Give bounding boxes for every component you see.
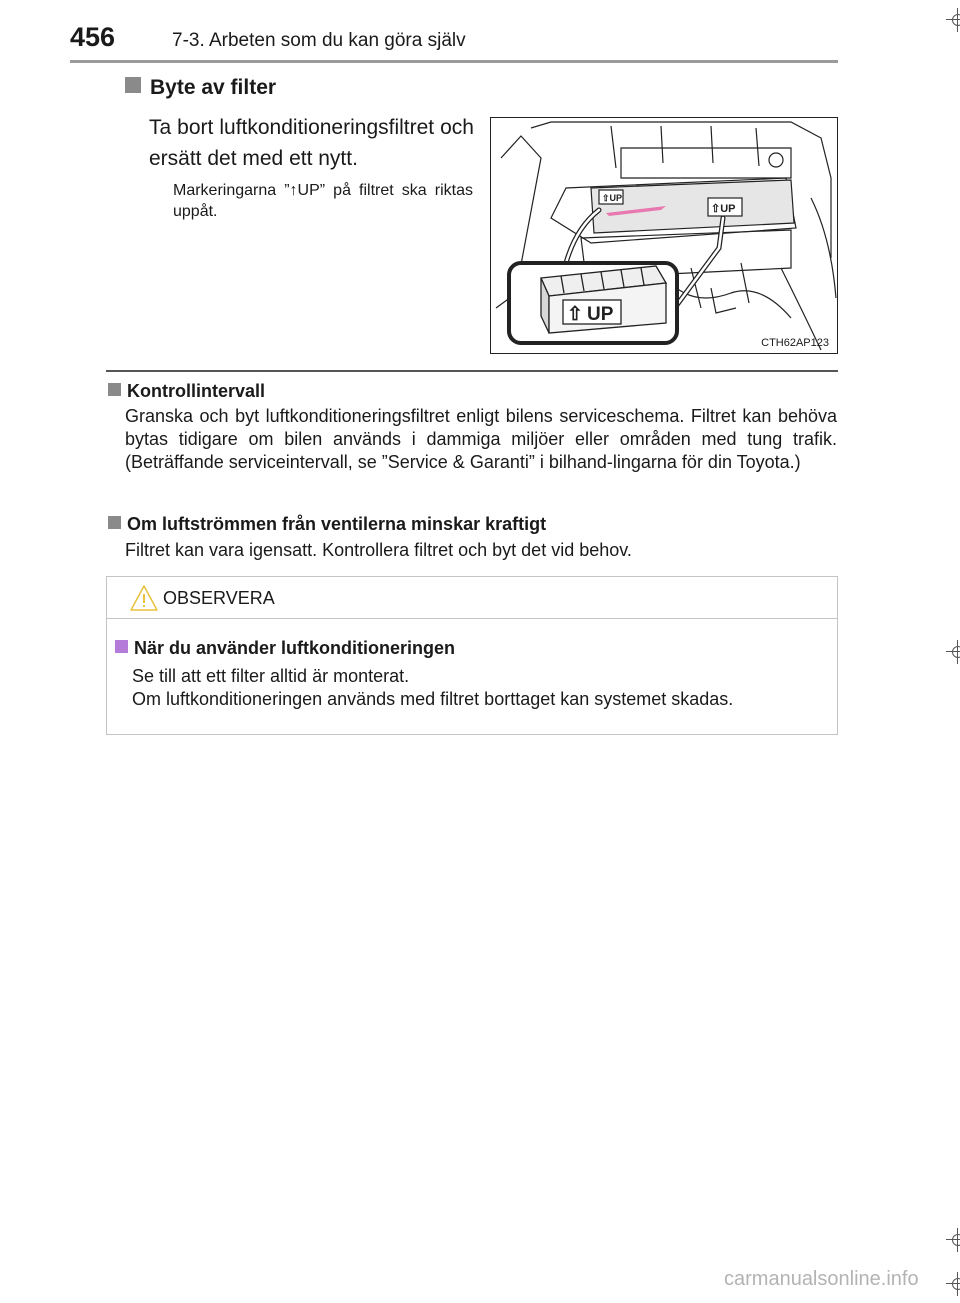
square-bullet-icon xyxy=(115,640,128,653)
note-text: Markeringarna ”↑UP” på filtret ska riktas uppåt. xyxy=(173,182,473,220)
filter-drawing xyxy=(491,118,837,353)
caution-divider xyxy=(107,618,837,619)
warning-triangle-icon xyxy=(129,584,159,612)
info-heading-luftstrom xyxy=(108,514,546,535)
caution-label: OBSERVERA xyxy=(163,588,275,608)
info-text: Granska och byt luftkonditioneringsfiltret enligt bilens serviceschema. Filtret kan behöva bytas tidigare om bilen används i dammiga miljöer eller områden med tung trafik. (Beträffande serviceintervall, se ”Service & Garanti” i bilhand-lingarna för din Toyota.) xyxy=(125,406,837,472)
square-bullet-icon xyxy=(108,383,121,396)
svg-text:⇧: ⇧ xyxy=(567,304,583,325)
instruction-text: Ta bort luftkonditioneringsfiltret och ersätt det med ett nytt. xyxy=(149,116,474,170)
info-heading-text: Kontrollintervall xyxy=(127,381,266,401)
svg-text:⇧UP: ⇧UP xyxy=(602,193,623,203)
header-rule xyxy=(70,60,838,63)
caution-line: Om luftkonditioneringen används med filtret borttaget kan systemet skadas. xyxy=(132,689,734,709)
illustration-code: CTH62AP123 xyxy=(761,337,829,349)
filter-illustration xyxy=(490,117,838,354)
caution-text xyxy=(132,665,733,711)
crop-mark-icon xyxy=(946,640,960,664)
info-heading-kontrollintervall xyxy=(108,381,265,402)
watermark: carmanualsonline.info xyxy=(724,1268,919,1290)
caution-heading-text: När du använder luftkonditioneringen xyxy=(134,638,456,658)
caution-heading xyxy=(115,638,455,659)
crop-mark-icon xyxy=(946,1228,960,1252)
caution-line: Se till att ett filter alltid är monterat. xyxy=(132,666,410,686)
crop-mark-icon xyxy=(946,1272,960,1296)
svg-text:⇧UP: ⇧UP xyxy=(711,203,736,215)
page-number: 456 xyxy=(70,22,116,52)
section-heading-text: Byte av filter xyxy=(150,76,277,99)
section-divider xyxy=(106,370,838,372)
info-heading-text: Om luftströmmen från ventilerna minskar kraftigt xyxy=(127,514,547,534)
up-label: UP xyxy=(587,304,614,325)
square-bullet-icon xyxy=(108,516,121,529)
chapter-title: 7-3. Arbeten som du kan göra själv xyxy=(172,30,466,51)
crop-mark-icon xyxy=(946,8,960,32)
info-text: Filtret kan vara igensatt. Kontrollera filtret och byt det vid behov. xyxy=(125,540,632,560)
section-heading xyxy=(125,76,276,100)
caution-box xyxy=(106,576,838,735)
square-bullet-icon xyxy=(125,77,141,93)
